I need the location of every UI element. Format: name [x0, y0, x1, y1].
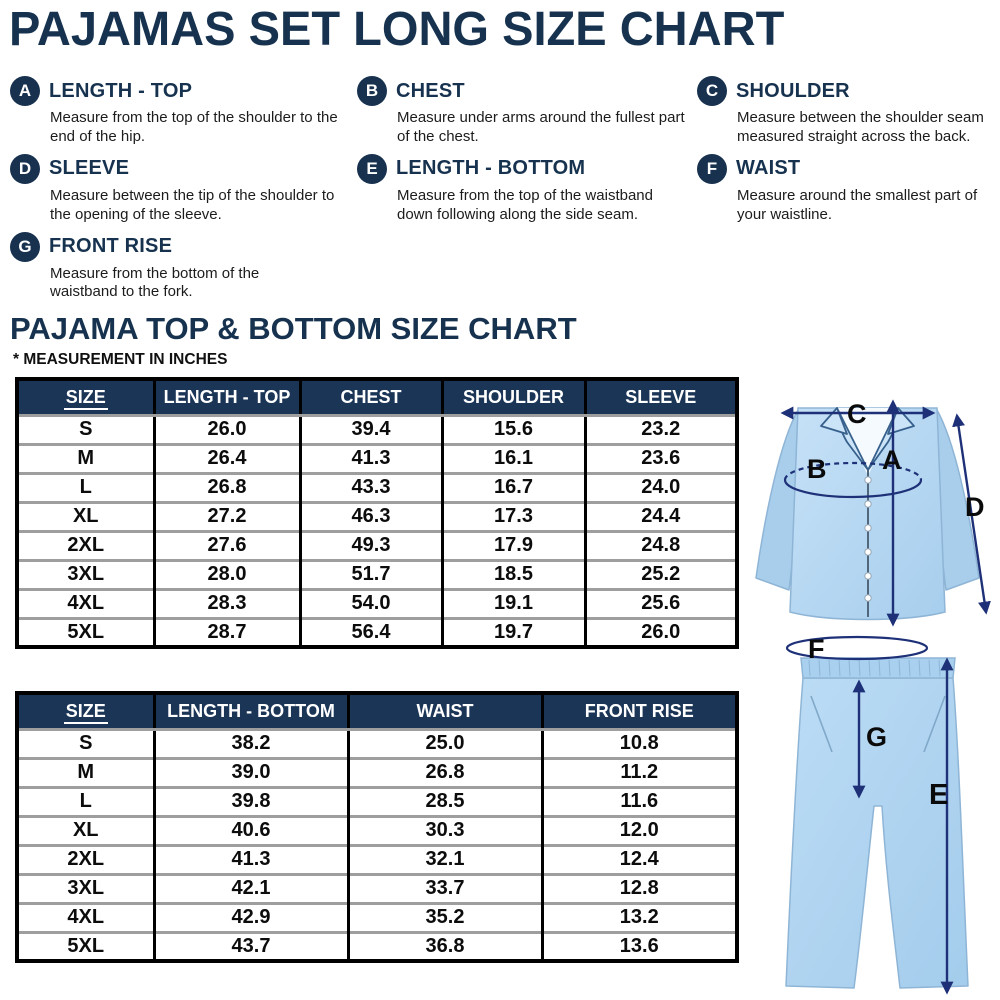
col-header-shoulder: SHOULDER — [442, 379, 585, 415]
definition-length-top — [10, 76, 357, 147]
table-row: 3XL 42.1 33.7 12.8 — [17, 874, 737, 903]
pajama-bottom-size-table — [15, 691, 739, 963]
shirt-button — [865, 477, 871, 483]
pajama-top-measurement-diagram — [735, 366, 1000, 638]
letter-b-badge: B — [357, 76, 387, 106]
col-header-size: SIZE — [17, 379, 154, 415]
label-d: D — [965, 492, 985, 522]
col-header-length-bottom: LENGTH - BOTTOM — [154, 693, 348, 729]
measurement-unit-note: * MEASUREMENT IN INCHES — [13, 351, 228, 368]
col-header-sleeve: SLEEVE — [585, 379, 737, 415]
table-row: 4XL 28.3 54.0 19.1 25.6 — [17, 589, 737, 618]
definition-term: FRONT RISE — [49, 235, 173, 258]
table-row: 4XL 42.9 35.2 13.2 — [17, 903, 737, 932]
col-header-length-top: LENGTH - TOP — [154, 379, 300, 415]
definition-length-bottom — [357, 154, 697, 225]
definition-term: LENGTH - TOP — [49, 79, 193, 102]
table-row: 5XL 43.7 36.8 13.6 — [17, 932, 737, 961]
table-row: L 26.8 43.3 16.7 24.0 — [17, 473, 737, 502]
label-b: B — [807, 454, 827, 484]
letter-d-badge: D — [10, 154, 40, 184]
table-row: L 39.8 28.5 11.6 — [17, 787, 737, 816]
definition-front-rise — [10, 232, 357, 303]
table-row: 2XL 27.6 49.3 17.9 24.8 — [17, 531, 737, 560]
table-row: M 26.4 41.3 16.1 23.6 — [17, 444, 737, 473]
letter-f-badge: F — [697, 154, 727, 184]
definition-chest — [357, 76, 697, 147]
definition-description: Measure from the top of the waistband down following along the side seam. — [397, 186, 653, 223]
label-f: F — [808, 634, 825, 664]
table-header-row — [17, 379, 737, 415]
shirt-button — [865, 525, 871, 531]
table-row: XL 27.2 46.3 17.3 24.4 — [17, 502, 737, 531]
pajama-top-size-table — [15, 377, 739, 649]
table-row: S 26.0 39.4 15.6 23.2 — [17, 415, 737, 444]
letter-c-badge: C — [697, 76, 727, 106]
col-header-waist: WAIST — [348, 693, 542, 729]
definition-term: CHEST — [396, 79, 465, 102]
table-header-row — [17, 693, 737, 729]
shirt-button — [865, 549, 871, 555]
label-a: A — [882, 445, 902, 475]
letter-a-badge: A — [10, 76, 40, 106]
table-row: 3XL 28.0 51.7 18.5 25.2 — [17, 560, 737, 589]
definition-term: SHOULDER — [736, 79, 850, 102]
definition-sleeve — [10, 154, 357, 225]
letter-e-badge: E — [357, 154, 387, 184]
definition-description: Measure from the bottom of the waistband to the fork. — [50, 264, 260, 301]
label-g: G — [866, 722, 888, 752]
col-header-front-rise: FRONT RISE — [542, 693, 737, 729]
table-row: 5XL 28.7 56.4 19.7 26.0 — [17, 618, 737, 647]
definition-term: WAIST — [736, 157, 801, 180]
shirt-button — [865, 595, 871, 601]
definition-waist — [697, 154, 996, 225]
label-e: E — [929, 779, 949, 811]
section-subtitle: PAJAMA TOP & BOTTOM SIZE CHART — [10, 311, 577, 346]
table-row: S 38.2 25.0 10.8 — [17, 729, 737, 758]
definition-shoulder — [697, 76, 996, 147]
definition-description: Measure between the tip of the shoulder to the opening of the sleeve. — [50, 186, 335, 223]
definition-description: Measure between the shoulder seam measured straight across the back. — [737, 109, 984, 145]
shirt-button — [865, 573, 871, 579]
pajama-bottom-measurement-diagram — [735, 634, 1000, 1000]
definition-term: SLEEVE — [49, 157, 130, 180]
table-row: 2XL 41.3 32.1 12.4 — [17, 845, 737, 874]
table-row: XL 40.6 30.3 12.0 — [17, 816, 737, 845]
table-row: M 39.0 26.8 11.2 — [17, 758, 737, 787]
letter-g-badge: G — [10, 232, 40, 262]
shirt-button — [865, 501, 871, 507]
definition-description: Measure around the smallest part of your waistline. — [737, 186, 978, 223]
definition-description: Measure under arms around the fullest part of the chest. — [397, 109, 685, 145]
definition-term: LENGTH - BOTTOM — [396, 157, 586, 180]
col-header-chest: CHEST — [300, 379, 442, 415]
definition-description: Measure from the top of the shoulder to the end of the hip. — [50, 109, 338, 145]
label-c: C — [847, 399, 867, 429]
page-title: PAJAMAS SET LONG SIZE CHART — [9, 3, 785, 56]
measurement-definitions — [10, 76, 996, 302]
col-header-size: SIZE — [17, 693, 154, 729]
